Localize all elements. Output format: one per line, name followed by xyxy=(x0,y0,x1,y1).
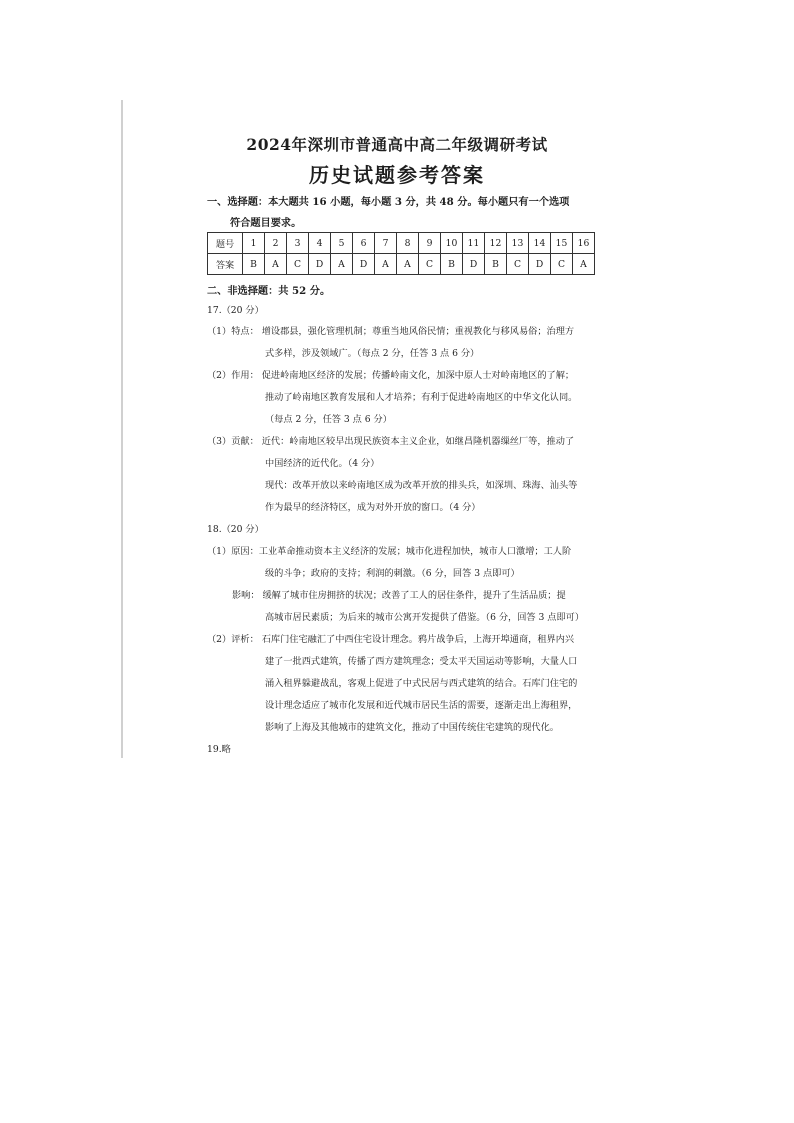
q-number: 14 xyxy=(529,233,551,254)
answer-cell: C xyxy=(419,254,441,275)
q-number: 6 xyxy=(353,233,375,254)
q-number: 4 xyxy=(309,233,331,254)
q-number: 11 xyxy=(463,233,485,254)
row-label: 题号 xyxy=(208,233,243,254)
answer-key-title: 历史试题参考答案 xyxy=(309,163,485,187)
q-number: 3 xyxy=(287,233,309,254)
answer-cell: A xyxy=(331,254,353,275)
answer-cell: C xyxy=(551,254,573,275)
q19-line: 19.略 xyxy=(207,744,231,755)
answer-cell: B xyxy=(485,254,507,275)
section1-heading: 一、选择题：本大题共 16 小题，每小题 3 分，共 48 分。每小题只有一个选项 xyxy=(207,196,570,208)
q17-heading: 17.（20 分） xyxy=(207,305,264,316)
scan-edge xyxy=(121,100,123,758)
q-number: 7 xyxy=(375,233,397,254)
q18-2-line: 涌入租界躲避战乱，客观上促进了中式民居与西式建筑的结合。石库门住宅的 xyxy=(265,678,578,689)
q18-2-line: （2）评析： 石库门住宅融汇了中西住宅设计理念。鸦片战争后，上海开埠通商，租界内兴 xyxy=(207,634,575,645)
q17-3-line: 中国经济的近代化。（4 分） xyxy=(265,458,380,469)
exam-title: 2024年深圳市普通高中高二年级调研考试 xyxy=(246,135,548,154)
q17-3-line: 现代：改革开放以来岭南地区成为改革开放的排头兵，如深圳、珠海、汕头等 xyxy=(265,480,578,491)
q17-2-line: （2）作用： 促进岭南地区经济的发展；传播岭南文化，加深中原人士对岭南地区的了解； xyxy=(207,370,575,381)
answer-table xyxy=(207,232,595,275)
q17-1-line: 式多样，涉及领域广。（每点 2 分，任答 3 点 6 分） xyxy=(265,348,480,359)
q18-1-line: （1）原因：工业革命推动资本主义经济的发展；城市化进程加快，城市人口激增；工人阶 xyxy=(207,546,572,557)
q17-3-line: （3）贡献： 近代：岭南地区较早出现民族资本主义企业，如继昌隆机器缫丝厂等，推动了 xyxy=(207,436,575,447)
q18-2-line: 设计理念适应了城市化发展和近代城市居民生活的需要，逐渐走出上海租界， xyxy=(265,700,578,711)
q17-3-line: 作为最早的经济特区，成为对外开放的窗口。（4 分） xyxy=(265,502,481,513)
answer-row xyxy=(208,254,595,275)
answer-cell: D xyxy=(353,254,375,275)
q-number: 9 xyxy=(419,233,441,254)
q18-2-line: 影响了上海及其他城市的建筑文化，推动了中国传统住宅建筑的现代化。 xyxy=(265,722,559,733)
answer-cell: A xyxy=(397,254,419,275)
q17-2-line: 推动了岭南地区教育发展和人才培养；有利于促进岭南地区的中华文化认同。 xyxy=(265,392,578,403)
row-label: 答案 xyxy=(208,254,243,275)
question-number-row xyxy=(208,233,595,254)
q18-1-line: 高城市居民素质；为后来的城市公寓开发提供了借鉴。（6 分，回答 3 点即可） xyxy=(265,612,585,623)
q18-2-line: 建了一批西式建筑，传播了西方建筑理念；受太平天国运动等影响，大量人口 xyxy=(265,656,578,667)
q-number: 5 xyxy=(331,233,353,254)
q17-1-line: （1）特点： 增设郡县，强化管理机制；尊重当地风俗民情；重视教化与移风易俗；治理方 xyxy=(207,326,575,337)
answer-cell: A xyxy=(573,254,595,275)
q-number: 13 xyxy=(507,233,529,254)
answer-cell: C xyxy=(287,254,309,275)
answer-cell: B xyxy=(243,254,265,275)
answer-cell: A xyxy=(265,254,287,275)
q18-1-line: 级的斗争；政府的支持；利润的刺激。（6 分，回答 3 点即可） xyxy=(265,568,520,579)
answer-cell: D xyxy=(463,254,485,275)
answer-cell: D xyxy=(309,254,331,275)
q18-heading: 18.（20 分） xyxy=(207,524,264,535)
section2-heading: 二、非选择题：共 52 分。 xyxy=(207,285,331,297)
q-number: 8 xyxy=(397,233,419,254)
section1-heading-cont: 符合题目要求。 xyxy=(230,217,302,229)
q17-2-line: （每点 2 分，任答 3 点 6 分） xyxy=(265,414,392,425)
q-number: 10 xyxy=(441,233,463,254)
q18-1-line: 影响： 缓解了城市住房拥挤的状况；改善了工人的居住条件，提升了生活品质；提 xyxy=(232,590,566,601)
q-number: 15 xyxy=(551,233,573,254)
q-number: 12 xyxy=(485,233,507,254)
answer-cell: B xyxy=(441,254,463,275)
q-number: 2 xyxy=(265,233,287,254)
answer-cell: C xyxy=(507,254,529,275)
answer-cell: D xyxy=(529,254,551,275)
q-number: 1 xyxy=(243,233,265,254)
answer-cell: A xyxy=(375,254,397,275)
q-number: 16 xyxy=(573,233,595,254)
